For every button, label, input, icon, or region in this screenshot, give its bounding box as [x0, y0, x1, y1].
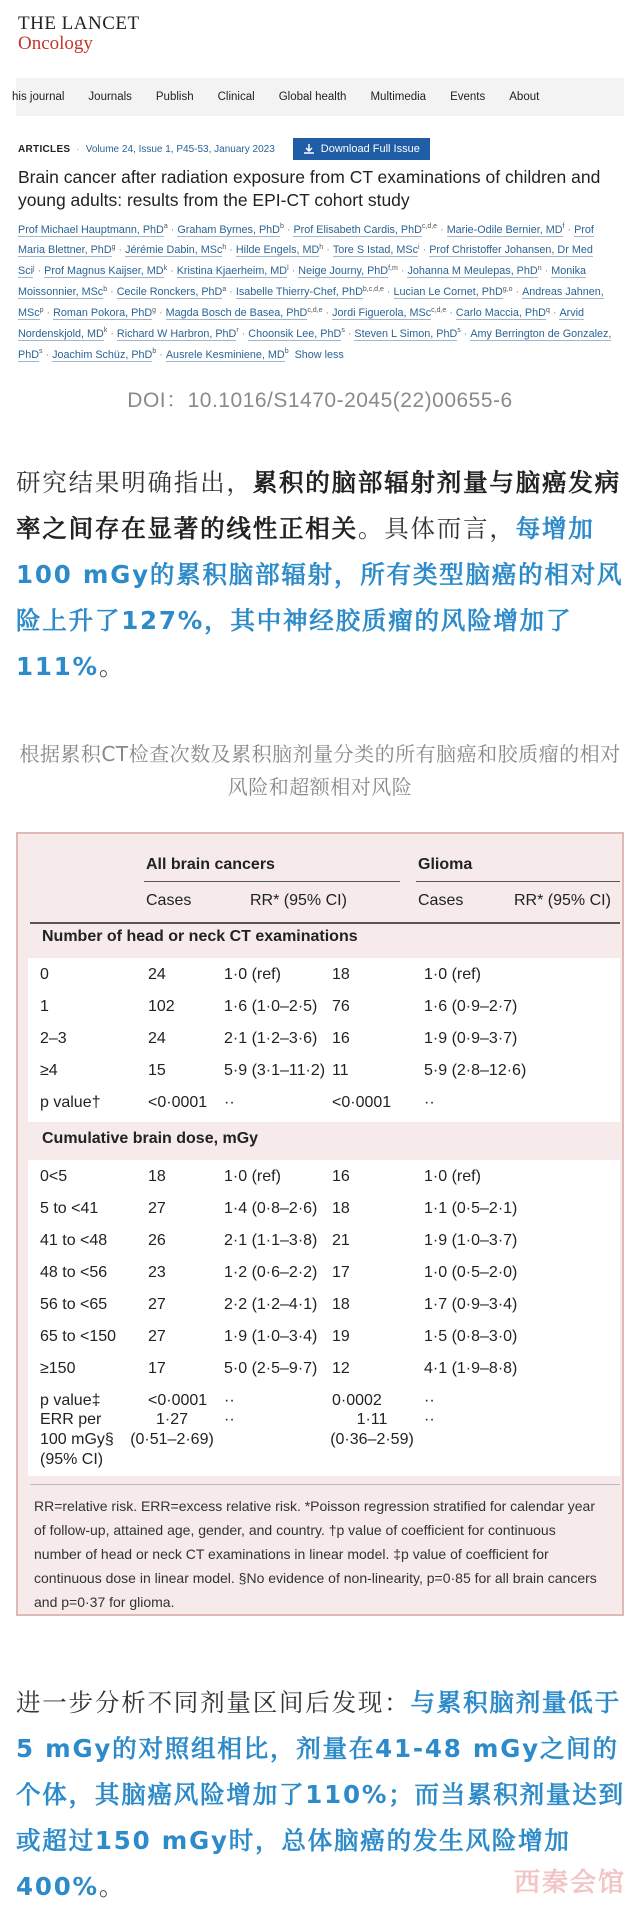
para1-text-2: 。具体而言， — [357, 514, 516, 543]
err-all-ci: (0·51–2·69) — [130, 1431, 214, 1448]
author-separator: · — [347, 328, 352, 341]
nav-item-about[interactable]: About — [509, 91, 540, 103]
author-affiliation: b — [152, 348, 157, 356]
author-affiliation: j — [33, 264, 35, 272]
table-cell: 16 — [332, 1030, 350, 1047]
author-link[interactable]: Steven L Simon, PhD — [354, 328, 458, 341]
author-affiliation: k — [163, 264, 168, 272]
author-affiliation: k — [103, 327, 108, 335]
author-affiliation: q — [545, 306, 550, 314]
watermark-logo: 西秦会馆 — [513, 1868, 626, 1898]
author-separator: · — [229, 244, 233, 257]
author-link[interactable]: Lucian Le Cornet, PhD — [393, 286, 503, 299]
download-icon — [303, 143, 315, 155]
issue-link[interactable]: Volume 24, Issue 1, P45-53, January 2023 — [85, 143, 275, 155]
journal-logo-line2: Oncology — [18, 33, 93, 54]
author-separator: · — [326, 244, 330, 257]
table-cell: 18 — [148, 1168, 166, 1185]
author-link[interactable]: Richard W Harbron, PhD — [116, 328, 237, 341]
author-separator: · — [449, 307, 453, 320]
table-row — [28, 1194, 620, 1226]
author-affiliation: b,c,d,e — [362, 285, 384, 293]
err-glioma-rr: ·· — [424, 1411, 435, 1428]
author-affiliation: g — [111, 243, 116, 251]
author-link[interactable]: Jérémie Dabin, MSc — [125, 244, 223, 257]
table-cell: <0·0001 — [148, 1392, 208, 1409]
nav-item-this-journal[interactable]: his journal — [12, 91, 65, 103]
table-cell: 56 to <65 — [40, 1296, 108, 1313]
table-cell: <0·0001 — [148, 1094, 208, 1111]
table-row-err — [28, 1404, 620, 1480]
author-separator: · — [159, 348, 163, 361]
table-cell: 65 to <150 — [40, 1328, 117, 1345]
table-cell: 0 — [40, 966, 49, 983]
author-affiliation: s — [457, 327, 461, 335]
para1-text-3: 。 — [98, 652, 126, 681]
table-cell: 5·0 (2·5–9·7) — [224, 1360, 318, 1377]
author-link[interactable]: Johanna M Meulepas, PhD — [407, 265, 538, 278]
table-cell: 1·0 (0·5–2·0) — [424, 1264, 518, 1281]
table-cell: 1·9 (1·0–3·7) — [424, 1232, 518, 1249]
table-row — [28, 960, 620, 992]
nav-item-global-health[interactable]: Global health — [278, 91, 347, 103]
err-all-estimate: 1·27 — [155, 1411, 189, 1428]
author-link[interactable]: Isabelle Thierry-Chef, PhD — [235, 286, 363, 299]
table-cell: 16 — [332, 1168, 350, 1185]
author-separator: · — [515, 286, 520, 299]
author-separator: · — [325, 307, 330, 320]
author-separator: · — [291, 265, 296, 278]
author-affiliation: r — [236, 327, 239, 335]
table-row — [28, 992, 620, 1024]
err-label-line2: 100 mGy§ — [40, 1431, 114, 1448]
header-rule-glioma — [416, 881, 620, 882]
table-row — [28, 1056, 620, 1088]
author-separator: · — [170, 223, 175, 236]
author-link[interactable]: Kristina Kjaerheim, MD — [176, 265, 288, 278]
para2-text-1: 进一步分析不同剂量区间后发现： — [16, 1688, 411, 1717]
table-cell: 15 — [148, 1062, 166, 1079]
doi-text: DOI：10.1016/S1470-2045(22)00655-6 — [127, 389, 513, 412]
nav-item-clinical[interactable]: Clinical — [217, 91, 255, 103]
author-separator: · — [463, 328, 468, 341]
author-link[interactable]: Roman Pokora, PhD — [53, 307, 153, 320]
table-cell: 2–3 — [40, 1030, 67, 1047]
nav-item-events[interactable]: Events — [450, 91, 486, 103]
table-cell: 17 — [332, 1264, 350, 1281]
header-rr-all: RR* (95% CI) — [250, 892, 347, 909]
table-cell: 1 — [40, 998, 49, 1015]
author-affiliation: s — [39, 348, 43, 356]
table-row — [28, 1226, 620, 1258]
header-cases-glioma: Cases — [418, 892, 464, 909]
table-cell: 11 — [332, 1062, 349, 1079]
author-link[interactable]: Choonsik Lee, PhD — [248, 328, 342, 341]
author-link[interactable]: Prof Elisabeth Cardis, PhD — [293, 223, 422, 236]
article-type: ARTICLES — [18, 143, 71, 155]
author-link[interactable]: Prof Christoffer Johansen, Dr Med Sci — [18, 244, 593, 278]
table-row — [28, 1290, 620, 1322]
table-cell: 0·0002 — [332, 1392, 382, 1409]
author-separator: · — [386, 286, 391, 299]
author-separator: · — [170, 265, 174, 278]
author-link[interactable]: Monika Moissonnier, MSc — [18, 265, 587, 299]
table-cell: 102 — [148, 998, 175, 1015]
table-footnote: RR=relative risk. ERR=excess relative risk. *Poisson regression stratified for calendar year of follow-up, attained age, gender, and country. †p value of coefficient for continuous number of head or neck CT examinations in linear model. ‡p value of coefficient for continuous dose in linear model. §No evidence of non-linearity, p=0·85 for all brain cancers and p=0·37 for glioma. — [34, 1498, 597, 1610]
author-list — [18, 218, 623, 364]
table-cell: 0<5 — [40, 1168, 68, 1185]
author-separator: · — [544, 265, 549, 278]
table-row — [28, 1354, 620, 1386]
table-cell: 27 — [148, 1328, 166, 1345]
para1-text-1: 研究结果明确指出， — [16, 468, 253, 497]
author-affiliation: i — [418, 243, 420, 251]
nav-item-publish[interactable]: Publish — [155, 91, 194, 103]
author-affiliation: g,o — [502, 285, 513, 293]
author-separator: · — [45, 348, 50, 361]
table-cell: 1·7 (0·9–3·4) — [424, 1296, 518, 1313]
table-row — [28, 1088, 620, 1120]
author-separator: · — [110, 286, 114, 299]
risk-table — [16, 832, 624, 1616]
table-cell: 2·1 (1·1–3·8) — [224, 1232, 318, 1249]
author-separator: · — [118, 244, 123, 257]
err-glioma-value — [328, 1410, 416, 1450]
author-link[interactable]: Joachim Schüz, PhD — [52, 348, 153, 361]
err-all-value — [128, 1410, 216, 1450]
table-row — [28, 1258, 620, 1290]
author-separator: · — [552, 307, 557, 320]
author-affiliation: c,d,e — [421, 223, 438, 230]
table-cell: ·· — [424, 1392, 435, 1409]
author-affiliation: f,m — [388, 264, 398, 272]
table-cell: 1·9 (1·0–3·4) — [224, 1328, 318, 1345]
err-label — [40, 1410, 114, 1470]
section-title-ct-exams: Number of head or neck CT examinations — [42, 928, 358, 945]
nav-item-multimedia[interactable]: Multimedia — [370, 91, 427, 103]
author-link[interactable]: Magda Bosch de Basea, PhD — [165, 307, 308, 320]
article-title: Brain cancer after radiation exposure from CT examinations of children and young adults: results from the EPI-CT cohort study — [18, 167, 601, 210]
err-label-line3: (95% CI) — [40, 1451, 104, 1468]
table-cell: 19 — [332, 1328, 350, 1345]
table-cell: 1·9 (0·9–3·7) — [424, 1030, 518, 1047]
table-cell: 1·0 (ref) — [224, 966, 281, 983]
table-cell: 41 to <48 — [40, 1232, 108, 1249]
table-cell: 2·1 (1·2–3·6) — [224, 1030, 318, 1047]
table-cell: 18 — [332, 1200, 350, 1217]
header-all-brain-cancers: All brain cancers — [146, 856, 275, 873]
table-cell: 1·4 (0·8–2·6) — [224, 1200, 318, 1217]
table-cell: 21 — [332, 1232, 350, 1249]
table-cell: p value‡ — [40, 1392, 101, 1409]
footnote-rule — [30, 1484, 620, 1485]
table-cell: 1·0 (ref) — [224, 1168, 281, 1185]
table-cell: 27 — [148, 1296, 166, 1313]
table-cell: 2·2 (1·2–4·1) — [224, 1296, 318, 1313]
author-link[interactable]: Marie-Odile Bernier, MD — [446, 223, 563, 236]
table-cell: 5·9 (2·8–12·6) — [424, 1062, 527, 1079]
table-cell: 12 — [332, 1360, 350, 1377]
author-affiliation: g — [152, 306, 157, 314]
table-cell: ·· — [424, 1094, 435, 1111]
header-bottom-rule — [30, 922, 620, 924]
author-affiliation: c,d,e — [431, 306, 447, 314]
table-cell: 5·9 (3·1–11·2) — [224, 1062, 326, 1079]
para2-text-2: 。 — [98, 1872, 126, 1901]
section-title-brain-dose: Cumulative brain dose, mGy — [42, 1130, 259, 1147]
author-separator: · — [567, 223, 572, 236]
journal-nav-bar — [12, 78, 624, 116]
author-link[interactable]: Prof Magnus Kaijser, MD — [44, 265, 164, 278]
table-cell: 26 — [148, 1232, 166, 1249]
table-cell: ·· — [224, 1392, 235, 1409]
author-separator: · — [241, 328, 246, 341]
author-separator: · — [110, 328, 114, 341]
table-cell: 27 — [148, 1200, 166, 1217]
author-separator: · — [37, 265, 42, 278]
table-cell: 1·0 (ref) — [424, 966, 481, 983]
author-separator: · — [46, 307, 51, 320]
table-cell: ·· — [224, 1094, 235, 1111]
para2-highlight-finding: 与累积脑剂量低于5 mGy的对照组相比，剂量在41-48 mGy之间的个体，其脑癌风险增加了110%；而当累积剂量达到或超过150 mGy时，总体脑癌的发生风险增加400% — [16, 1688, 625, 1901]
table-cell: 4·1 (1·9–8·8) — [424, 1360, 518, 1377]
err-glioma-estimate: 1·11 — [356, 1411, 388, 1428]
table-cell: 23 — [148, 1264, 166, 1281]
author-affiliation: b — [284, 348, 289, 356]
author-link[interactable]: Hilde Engels, MD — [235, 244, 320, 257]
author-link[interactable]: Cecile Ronckers, PhD — [116, 286, 223, 299]
table-row — [28, 1322, 620, 1354]
err-glioma-ci: (0·36–2·59) — [330, 1431, 414, 1448]
table-cell: 1·6 (0·9–2·7) — [424, 998, 518, 1015]
author-affiliation: b — [279, 223, 284, 230]
header-cases-all: Cases — [146, 892, 192, 909]
show-less-link[interactable]: Show less — [294, 348, 344, 361]
author-link[interactable]: Prof Michael Hauptmann, PhD — [18, 223, 164, 236]
author-link[interactable]: Arvid Nordenskjold, MD — [18, 307, 585, 341]
header-rule-all — [144, 881, 400, 882]
nav-item-journals[interactable]: Journals — [88, 91, 132, 103]
author-affiliation: a — [222, 285, 227, 293]
table-cell: 48 to <56 — [40, 1264, 108, 1281]
journal-logo-line1: THE LANCET — [18, 13, 140, 34]
header-glioma: Glioma — [418, 856, 473, 873]
author-link[interactable]: Neige Journy, PhD — [298, 265, 389, 278]
para1-bold-finding: 累积的脑部辐射剂量与脑癌发病率之间存在显著的线性正相关 — [16, 468, 621, 543]
author-affiliation: n — [537, 264, 542, 272]
table-cell: 1·1 (0·5–2·1) — [424, 1200, 518, 1217]
table-cell: 1·2 (0·6–2·2) — [224, 1264, 318, 1281]
table-cell: <0·0001 — [332, 1094, 392, 1111]
author-link[interactable]: Jordi Figuerola, MSc — [332, 307, 432, 320]
table-cell: ≥4 — [40, 1062, 58, 1079]
author-affiliation: h — [319, 243, 324, 251]
author-separator: · — [286, 223, 291, 236]
author-link[interactable]: Andreas Jahnen, MSc — [18, 286, 604, 320]
author-affiliation: p — [39, 306, 44, 314]
table-cell: ≥150 — [40, 1360, 76, 1377]
table-cell: 18 — [332, 966, 350, 983]
table-cell: 5 to <41 — [40, 1200, 99, 1217]
journal-logo[interactable] — [18, 14, 140, 54]
author-separator: · — [400, 265, 405, 278]
table-cell: 1·5 (0·8–3·0) — [424, 1328, 518, 1345]
author-separator: · — [229, 286, 233, 299]
table-cell: 1·0 (ref) — [424, 1168, 481, 1185]
meta-separator: · — [76, 143, 80, 155]
author-affiliation: a — [163, 223, 168, 230]
author-link[interactable]: Amy Berrington de Gonzalez, PhD — [18, 328, 612, 361]
table-row — [28, 1162, 620, 1194]
author-affiliation: h — [222, 243, 227, 251]
author-separator: · — [159, 307, 163, 320]
table-cell: p value† — [40, 1094, 101, 1111]
table-cell: 24 — [148, 1030, 166, 1047]
author-affiliation: s — [341, 327, 345, 335]
para1-highlight-finding: 每增加100 mGy的累积脑部辐射，所有类型脑癌的相对风险上升了127%，其中神经胶质瘤的风险增加了111% — [16, 514, 624, 681]
author-affiliation: c,d,e — [307, 306, 323, 314]
author-link[interactable]: Tore S Istad, MSc — [332, 244, 419, 257]
table-cell: 17 — [148, 1360, 166, 1377]
author-separator: · — [422, 244, 427, 257]
table-row — [28, 1024, 620, 1056]
download-full-issue-button[interactable] — [293, 138, 430, 160]
author-affiliation: l — [287, 264, 289, 272]
err-label-line1: ERR per — [40, 1411, 102, 1428]
download-label: Download Full Issue — [320, 143, 420, 155]
table-cell: 24 — [148, 966, 166, 983]
author-link[interactable]: Carlo Maccia, PhD — [455, 307, 546, 320]
table-caption: 根据累积CT检查次数及累积脑剂量分类的所有脑癌和胶质瘤的相对风险和超额相对风险 — [19, 742, 621, 799]
header-rr-glioma: RR* (95% CI) — [514, 892, 611, 909]
table-cell: 18 — [332, 1296, 350, 1313]
author-affiliation: f — [562, 223, 565, 230]
article-meta — [18, 138, 430, 160]
summary-paragraph-1 — [16, 460, 628, 690]
author-affiliation: b — [103, 285, 108, 293]
author-link[interactable]: Ausrele Kesminiene, MD — [165, 348, 285, 361]
err-all-rr: ·· — [224, 1411, 235, 1428]
author-link[interactable]: Prof Maria Blettner, PhD — [18, 223, 594, 257]
author-link[interactable]: Graham Byrnes, PhD — [177, 223, 280, 236]
table-cell: 76 — [332, 998, 350, 1015]
author-separator: · — [440, 223, 444, 236]
table-cell: 1·6 (1·0–2·5) — [224, 998, 318, 1015]
